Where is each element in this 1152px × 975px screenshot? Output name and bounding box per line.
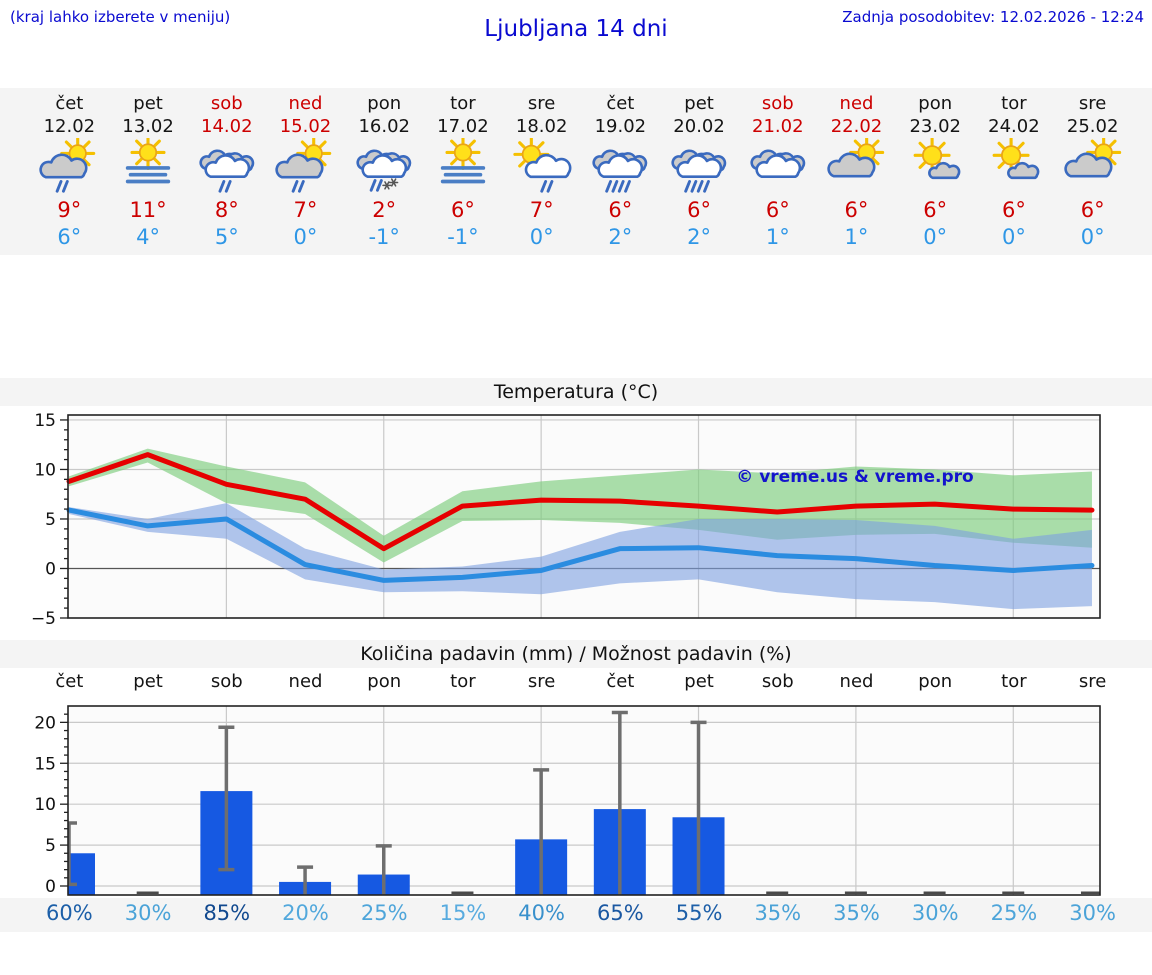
high-temperature: 8° xyxy=(214,198,239,222)
day-date: 21.02 xyxy=(752,116,804,137)
precip-day-label-6: tor xyxy=(450,671,476,692)
day-date: 16.02 xyxy=(358,116,410,137)
forecast-day-strip xyxy=(0,88,1152,255)
day-date: 13.02 xyxy=(122,116,174,137)
y-tick-label: 10 xyxy=(34,795,56,816)
y-tick-label: 5 xyxy=(45,836,56,857)
day-name: pet xyxy=(133,93,163,114)
low-temperature: 2° xyxy=(687,225,711,249)
clouds-heavy-rain-icon xyxy=(581,138,660,196)
sun-left-cloud-rain-icon xyxy=(502,138,581,196)
precip-zero-mark xyxy=(924,892,946,895)
sun-cloud-rain-icon xyxy=(30,138,109,196)
forecast-day-12 xyxy=(896,88,975,255)
day-date: 14.02 xyxy=(201,116,253,137)
sun-fog-icon xyxy=(109,138,188,196)
precip-probability-4: 20% xyxy=(282,901,329,925)
forecast-day-9 xyxy=(660,88,739,255)
precip-zero-mark xyxy=(451,892,473,895)
cloud-sun-icon xyxy=(1053,138,1132,196)
precip-day-label-11: ned xyxy=(839,671,874,692)
watermark: © vreme.us & vreme.pro xyxy=(736,467,974,487)
precip-probability-9: 55% xyxy=(675,901,723,925)
forecast-day-4 xyxy=(266,88,345,255)
precip-day-label-10: sob xyxy=(761,671,794,692)
precip-probability-11: 35% xyxy=(833,901,880,925)
y-tick-label: 5 xyxy=(45,509,56,530)
clouds-rain-icon xyxy=(187,138,266,196)
low-temperature: 0° xyxy=(293,225,318,249)
day-name: pon xyxy=(918,93,953,114)
y-tick-label: 0 xyxy=(45,559,56,580)
temperature-chart xyxy=(0,406,1152,632)
low-temperature: 0° xyxy=(923,225,948,249)
precip-probability-12: 30% xyxy=(911,901,959,925)
y-tick-label: 10 xyxy=(34,460,56,481)
temperature-chart-title: Temperatura (°C) xyxy=(0,378,1152,406)
y-tick-label: 15 xyxy=(34,754,56,775)
low-temperature: 1° xyxy=(844,225,869,249)
clouds-icon xyxy=(738,138,817,196)
day-date: 15.02 xyxy=(279,116,332,137)
high-temperature: 6° xyxy=(765,198,790,222)
low-temperature: 4° xyxy=(136,225,160,249)
high-temperature: 11° xyxy=(129,198,167,222)
high-temperature: 6° xyxy=(1001,198,1026,222)
high-temperature: 7° xyxy=(529,198,554,222)
low-temperature: 6° xyxy=(57,225,82,249)
day-name: sre xyxy=(1078,93,1107,114)
high-temperature: 2° xyxy=(372,198,397,222)
precip-day-label-12: pon xyxy=(918,671,953,692)
low-temperature: -1° xyxy=(368,225,400,249)
precip-probability-6: 15% xyxy=(439,901,487,925)
precip-day-label-8: čet xyxy=(606,671,635,692)
y-tick-label: −5 xyxy=(30,609,56,629)
precip-zero-mark xyxy=(1002,892,1024,895)
precipitation-chart xyxy=(0,700,1152,898)
precip-probability-13: 25% xyxy=(990,901,1038,925)
forecast-day-8 xyxy=(581,88,660,255)
precip-probability-10: 35% xyxy=(754,901,802,925)
day-date: 19.02 xyxy=(594,116,647,137)
forecast-day-3 xyxy=(187,88,266,255)
low-temperature: 1° xyxy=(765,225,790,249)
day-name: tor xyxy=(1001,93,1027,114)
high-temperature: 9° xyxy=(57,198,82,222)
precipitation-chart-title: Količina padavin (mm) / Možnost padavin (%) xyxy=(0,640,1152,668)
forecast-day-13 xyxy=(975,88,1054,255)
precip-probability-7: 40% xyxy=(518,901,565,925)
precip-day-label-9: pet xyxy=(684,671,714,692)
precip-day-label-14: sre xyxy=(1078,671,1107,692)
day-date: 23.02 xyxy=(909,116,961,137)
high-temperature: 6° xyxy=(450,198,475,222)
day-name: sre xyxy=(527,93,556,114)
day-name: ned xyxy=(288,93,323,114)
precip-probability-3: 85% xyxy=(203,901,251,925)
low-temperature: -1° xyxy=(447,225,479,249)
precipitation-day-labels xyxy=(0,668,1152,698)
precip-day-label-7: sre xyxy=(527,671,556,692)
forecast-day-10 xyxy=(738,88,817,255)
last-update-timestamp: Zadnja posodobitev: 12.02.2026 - 12:24 xyxy=(842,8,1144,26)
clouds-rain-snow-icon xyxy=(345,138,424,196)
high-temperature: 6° xyxy=(923,198,948,222)
y-tick-label: 20 xyxy=(34,713,56,734)
forecast-day-11 xyxy=(817,88,896,255)
precip-day-label-1: čet xyxy=(55,671,84,692)
low-temperature: 0° xyxy=(1080,225,1105,249)
precip-day-label-5: pon xyxy=(367,671,402,692)
day-name: sob xyxy=(761,93,794,114)
day-name: čet xyxy=(606,93,635,114)
y-tick-label: 15 xyxy=(34,410,56,431)
sun-small-cloud-icon xyxy=(975,138,1054,196)
sun-fog-icon xyxy=(424,138,503,196)
precip-probability-5: 25% xyxy=(360,901,408,925)
low-temperature: 0° xyxy=(1001,225,1026,249)
day-date: 18.02 xyxy=(515,116,568,137)
forecast-day-2 xyxy=(109,88,188,255)
location-menu-hint: (kraj lahko izberete v meniju) xyxy=(10,8,231,26)
day-name: čet xyxy=(55,93,84,114)
low-temperature: 5° xyxy=(214,225,239,249)
precipitation-probability-row xyxy=(0,898,1152,932)
sun-cloud-rain-icon xyxy=(266,138,345,196)
forecast-day-7 xyxy=(502,88,581,255)
precip-probability-8: 65% xyxy=(597,901,644,925)
sun-small-cloud-icon xyxy=(896,138,975,196)
precip-probability-14: 30% xyxy=(1069,901,1116,925)
day-name: sob xyxy=(210,93,243,114)
high-temperature: 6° xyxy=(1080,198,1105,222)
high-temperature: 7° xyxy=(293,198,318,222)
forecast-day-5 xyxy=(345,88,424,255)
precip-day-label-13: tor xyxy=(1001,671,1027,692)
day-date: 17.02 xyxy=(437,116,489,137)
day-date: 24.02 xyxy=(988,116,1040,137)
low-temperature: 2° xyxy=(608,225,633,249)
precip-day-label-3: sob xyxy=(210,671,243,692)
low-temperature: 0° xyxy=(529,225,554,249)
high-temperature: 6° xyxy=(844,198,869,222)
page-title: Ljubljana 14 dni xyxy=(484,16,668,42)
day-name: tor xyxy=(450,93,476,114)
precip-day-label-2: pet xyxy=(133,671,163,692)
forecast-day-14 xyxy=(1053,88,1132,255)
precip-probability-2: 30% xyxy=(124,901,172,925)
y-tick-label: 0 xyxy=(45,877,56,897)
day-name: ned xyxy=(839,93,874,114)
day-date: 12.02 xyxy=(43,116,96,137)
precip-day-label-4: ned xyxy=(288,671,323,692)
day-name: pon xyxy=(367,93,402,114)
day-date: 25.02 xyxy=(1066,116,1119,137)
clouds-heavy-rain-icon xyxy=(660,138,739,196)
cloud-sun-icon xyxy=(817,138,896,196)
forecast-day-1 xyxy=(30,88,109,255)
precip-zero-mark xyxy=(766,892,788,895)
day-date: 20.02 xyxy=(673,116,725,137)
forecast-day-6 xyxy=(424,88,503,255)
precip-probability-1: 60% xyxy=(46,901,93,925)
precip-zero-mark xyxy=(845,892,867,895)
day-name: pet xyxy=(684,93,714,114)
precip-zero-mark xyxy=(137,892,159,895)
high-temperature: 6° xyxy=(608,198,633,222)
high-temperature: 6° xyxy=(687,198,711,222)
day-date: 22.02 xyxy=(830,116,883,137)
